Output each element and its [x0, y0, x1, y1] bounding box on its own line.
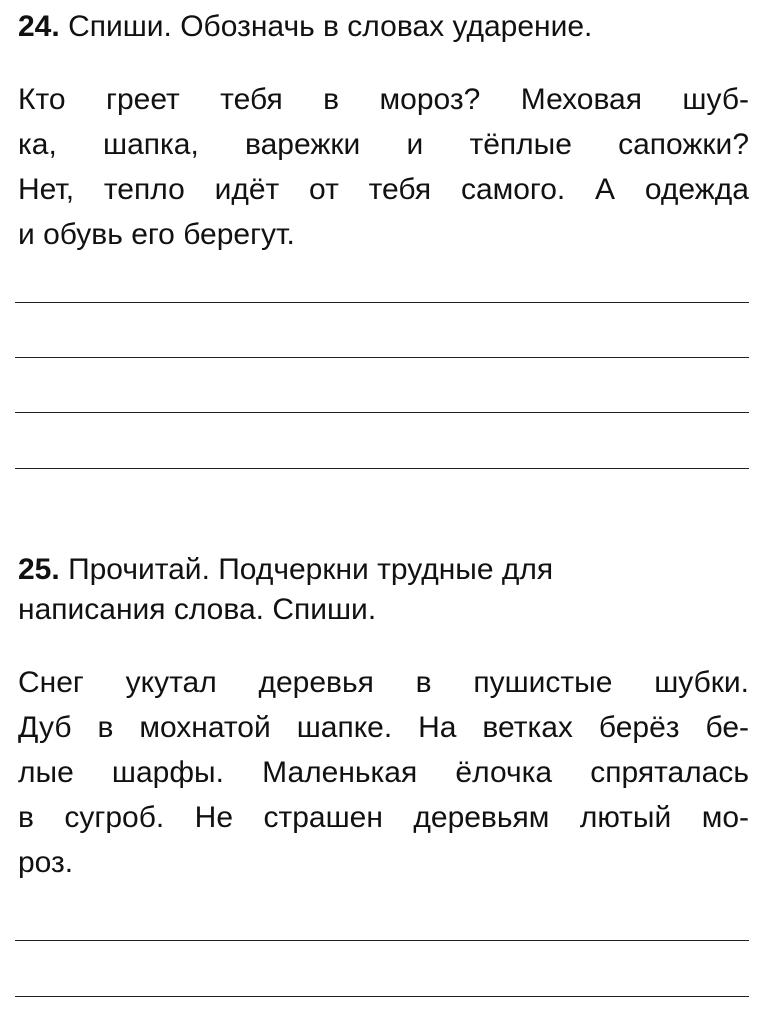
text-line: ка, шапка, варежки и тёплые сапожки?: [18, 128, 749, 161]
writing-line[interactable]: [15, 302, 749, 303]
writing-line[interactable]: [15, 357, 749, 358]
exercise-24-instruction-text: Спиши. Обозначь в словах ударение.: [68, 10, 593, 43]
text-line: лые шарфы. Маленькая ёлочка спряталась: [18, 756, 749, 789]
writing-line[interactable]: [15, 468, 749, 469]
writing-line[interactable]: [15, 412, 749, 413]
exercise-24-instruction: [18, 7, 749, 47]
text-line: и обувь его берегут.: [18, 218, 295, 251]
exercise-25-text: [18, 660, 749, 885]
writing-line[interactable]: [15, 940, 749, 941]
instruction-line: написания слова. Спиши.: [18, 593, 377, 626]
text-line: Кто греет тебя в мороз? Меховая шуб-: [18, 83, 749, 116]
text-line: Нет, тепло идёт от тебя самого. А одежда: [18, 173, 749, 206]
text-line: роз.: [18, 846, 74, 879]
text-line: Снег укутал деревья в пушистые шубки.: [18, 666, 749, 699]
exercise-24: [18, 0, 749, 257]
exercise-25-instruction: [18, 550, 749, 630]
text-line: Дуб в мохнатой шапке. На ветках берёз бе-: [18, 711, 749, 744]
exercise-24-number: 24.: [18, 10, 60, 43]
instruction-line: [18, 550, 749, 590]
exercise-25-number: 25.: [18, 553, 60, 586]
exercise-25-instruction-text: Прочитай. Подчеркни трудные для: [68, 553, 554, 586]
writing-line[interactable]: [15, 996, 749, 997]
text-line: в сугроб. Не страшен деревьям лютый мо-: [18, 801, 749, 834]
exercise-24-text: [18, 77, 749, 257]
exercise-25: [18, 550, 749, 885]
